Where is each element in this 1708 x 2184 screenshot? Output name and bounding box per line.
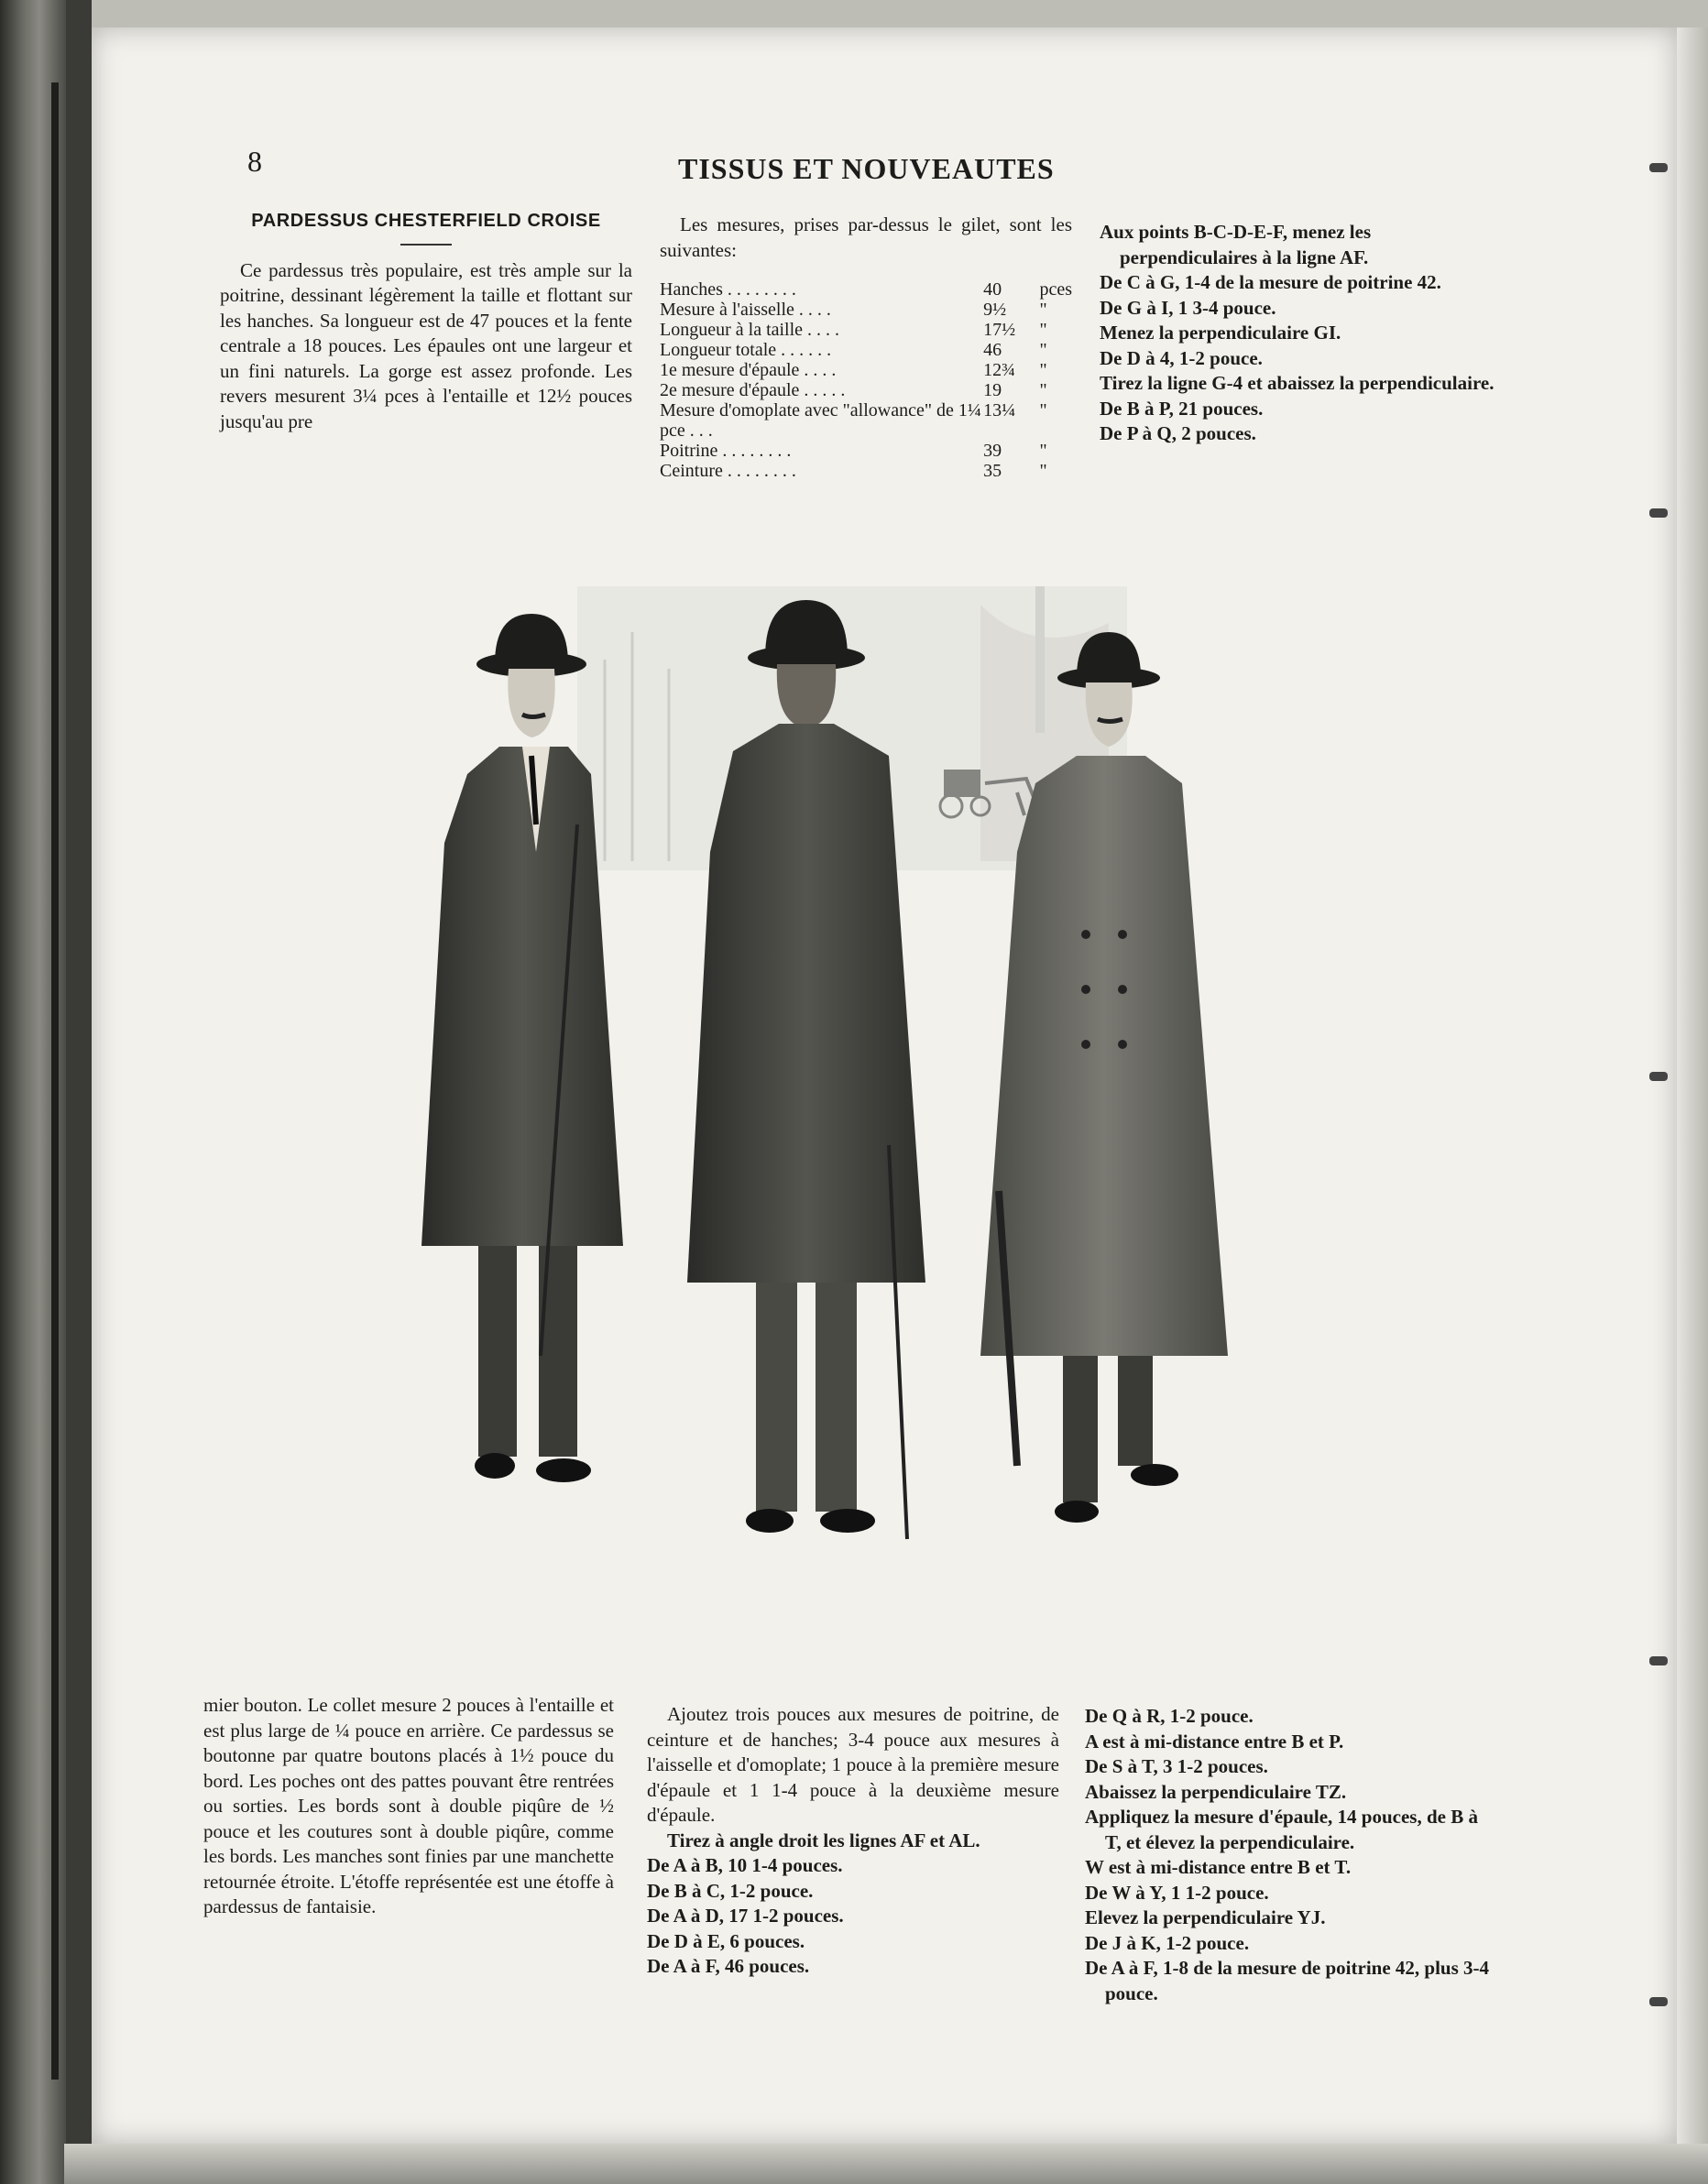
drafting-column-bottom: [1085, 1704, 1497, 2006]
measurement-row: [660, 300, 1072, 320]
drafting-step: De A à F, 1-8 de la mesure de poitrine 42, plus 3-4 pouce.: [1085, 1957, 1490, 2004]
drafting-middle-intro: Ajoutez trois pouces aux mesures de poitrine, de ceinture et de hanches; 3-4 pouce aux mesures à l'aisselle et d'omoplate; 1 pouce à la première mesure d'épaule et 1 1-4 pouce à la deuxième mesure d'épaule.: [647, 1703, 1059, 1826]
measurement-row: [660, 279, 1072, 300]
drafting-step: De C à G, 1-4 de la mesure de poitrine 42.: [1100, 271, 1441, 293]
measurement-row: [660, 380, 1072, 400]
article-title: PARDESSUS CHESTERFIELD CROISE: [251, 211, 601, 231]
margin-mark: [1649, 508, 1668, 518]
margin-mark: [1649, 1072, 1668, 1081]
page-number: 8: [247, 145, 262, 178]
measurement-label: Poitrine . . . . . . . .: [660, 441, 792, 461]
measurement-row: [660, 461, 1072, 481]
article-intro-column: [220, 209, 632, 434]
measurements-column: [660, 213, 1072, 481]
drafting-step: Abaissez la perpendiculaire TZ.: [1085, 1780, 1347, 1803]
measurement-label: Longueur totale . . . . . .: [660, 340, 832, 360]
drafting-steps-top: [1100, 220, 1512, 447]
drafting-steps-middle: [647, 1853, 1059, 1980]
measurement-value: 35: [983, 461, 1002, 481]
measurement-label: Longueur à la taille . . . .: [660, 320, 840, 340]
measurement-row: [660, 441, 1072, 461]
margin-mark: [1649, 1997, 1668, 2006]
measurement-label: 2e mesure d'épaule . . . . .: [660, 380, 846, 400]
page-top-edge: [92, 0, 1708, 27]
measurement-unit: ": [1039, 400, 1047, 420]
drafting-step: De Q à R, 1-2 pouce.: [1085, 1705, 1254, 1727]
drafting-step: Elevez la perpendiculaire YJ.: [1085, 1906, 1326, 1928]
running-head: TISSUS ET NOUVEAUTES: [678, 152, 1055, 185]
drafting-step: De A à B, 10 1-4 pouces.: [647, 1854, 843, 1876]
drafting-step: Tirez la ligne G-4 et abaissez la perpendiculaire.: [1100, 372, 1494, 394]
measurement-value: 39: [983, 441, 1002, 461]
drafting-steps-bottom: [1085, 1704, 1497, 2006]
measurement-unit: ": [1039, 340, 1047, 360]
measurement-value: 40: [983, 279, 1002, 300]
measurement-value: 12¾: [983, 360, 1016, 380]
drafting-middle-lead: Tirez à angle droit les lignes AF et AL.: [667, 1829, 980, 1851]
drafting-column-middle: [647, 1702, 1059, 1980]
drafting-step: De P à Q, 2 pouces.: [1100, 422, 1256, 444]
margin-mark: [1649, 163, 1668, 172]
article-continuation-column: [203, 1693, 614, 1920]
drafting-step: De J à K, 1-2 pouce.: [1085, 1931, 1250, 1954]
measurement-value: 17½: [983, 320, 1016, 340]
measurement-label: Ceinture . . . . . . . .: [660, 461, 796, 481]
drafting-step: De A à F, 46 pouces.: [647, 1955, 810, 1977]
measurement-row: [660, 320, 1072, 340]
drafting-step: A est à mi-distance entre B et P.: [1085, 1730, 1344, 1753]
drafting-step: W est à mi-distance entre B et T.: [1085, 1856, 1352, 1878]
drafting-step: De D à 4, 1-2 pouce.: [1100, 346, 1263, 369]
measurement-unit: ": [1039, 320, 1047, 340]
measurement-label: Hanches . . . . . . . .: [660, 279, 796, 300]
drafting-step: Appliquez la mesure d'épaule, 14 pouces, de B à T, et élevez la perpendiculaire.: [1085, 1806, 1478, 1853]
measurements-table: [660, 279, 1072, 481]
measurement-label: Mesure à l'aisselle . . . .: [660, 300, 831, 320]
measurement-row: [660, 340, 1072, 360]
measurement-unit: ": [1039, 300, 1047, 320]
measurement-unit: ": [1039, 441, 1047, 461]
article-intro-text: Ce pardessus très populaire, est très ample sur la poitrine, dessinant légèrement la taille et flottant sur les hanches. Sa longueur est de 47 pouces et la fente centrale a 18 pouces. Les épaules ont une largeur et un fini naturels. La gorge est assez profonde. Les revers mesurent 3¼ pces à l'entaille et 12½ pouces jusqu'au pre: [220, 258, 632, 432]
page-bottom-edge: [64, 2144, 1708, 2184]
measurement-unit: pces: [1039, 279, 1072, 300]
measurement-value: 46: [983, 340, 1002, 360]
measurement-unit: ": [1039, 360, 1047, 380]
margin-mark: [1649, 1656, 1668, 1665]
page-right-edge: [1677, 27, 1708, 2144]
drafting-column-top: [1100, 220, 1512, 447]
measurement-unit: ": [1039, 380, 1047, 400]
book-binding: [0, 0, 66, 2184]
drafting-step: De S à T, 3 1-2 pouces.: [1085, 1755, 1268, 1777]
drafting-step: De G à I, 1 3-4 pouce.: [1100, 296, 1276, 319]
measurement-value: 9½: [983, 300, 1007, 320]
drafting-step: De D à E, 6 pouces.: [647, 1929, 805, 1952]
measurement-unit: ": [1039, 461, 1047, 481]
drafting-step: Menez la perpendiculaire GI.: [1100, 322, 1341, 344]
title-rule: [400, 244, 452, 246]
measurement-row: [660, 360, 1072, 380]
measurement-label: 1e mesure d'épaule . . . .: [660, 360, 837, 380]
drafting-step: De A à D, 17 1-2 pouces.: [647, 1905, 844, 1927]
article-continuation-text: mier bouton. Le collet mesure 2 pouces à l'entaille et est plus large de ¼ pouce en arrière. Ce pardessus se boutonne par quatre boutons placés à 1½ pouce du bord. Les poches ont des pattes pouvant être rentrées ou sorties. Les bords sont à double piqûre de ½ pouce et les coutures sont à double piqûre, comme les bords. Les manches sont finies par une manchette retournée étroite. L'étoffe représentée est une étoffe à pardessus de fantaisie.: [203, 1694, 614, 1917]
coats-illustration: [394, 550, 1301, 1667]
measurement-label: Mesure d'omoplate avec "allowance" de 1¼ pce . . .: [660, 400, 981, 441]
measurement-value: 19: [983, 380, 1002, 400]
drafting-step: De B à C, 1-2 pouce.: [647, 1879, 814, 1902]
measurement-value: 13¼: [983, 400, 1016, 420]
drafting-step: De B à P, 21 pouces.: [1100, 397, 1264, 420]
measurements-intro: Les mesures, prises par-dessus le gilet, sont les suivantes:: [660, 213, 1072, 261]
drafting-step: Aux points B-C-D-E-F, menez les perpendiculaires à la ligne AF.: [1100, 221, 1372, 268]
measurement-row: [660, 400, 1072, 441]
drafting-step: De W à Y, 1 1-2 pouce.: [1085, 1881, 1269, 1904]
